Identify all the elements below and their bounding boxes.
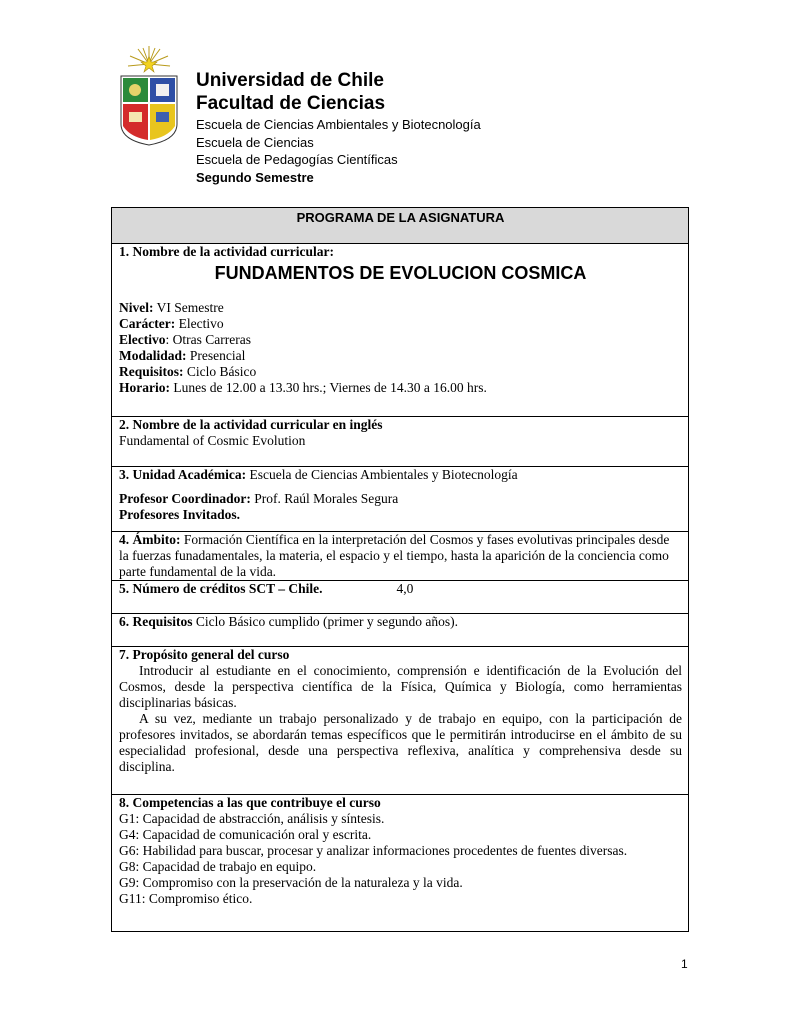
competency-item: G11: Compromiso ético.: [119, 891, 253, 906]
page-number: 1: [681, 957, 688, 971]
character-field: Carácter: Electivo: [119, 316, 224, 331]
table-row: [112, 417, 689, 467]
section-4-cell: [112, 532, 689, 581]
section-2-cell: [112, 417, 689, 467]
section-1-heading: 1. Nombre de la actividad curricular:: [119, 244, 334, 259]
scope-text: 4. Ámbito: Formación Científica en la interpretación del Cosmos y fases evolutivas principales desde la fuerzas funadamentales, la materia, el espacio y el tiempo, hasta la aparición de la conciencia como parte fundamental de la vida.: [119, 532, 670, 579]
coordinator: Profesor Coordinador: Prof. Raúl Morales Segura: [119, 491, 399, 506]
level-field: Nivel: VI Semestre: [119, 300, 224, 315]
competency-item: G9: Compromiso con la preservación de la naturaleza y la vida.: [119, 875, 463, 890]
school-name: Escuela de Ciencias Ambientales y Biotecnología: [196, 117, 481, 132]
table-row: [112, 647, 689, 795]
university-name: Universidad de Chile: [196, 70, 384, 91]
program-title-cell: PROGRAMA DE LA ASIGNATURA: [112, 208, 689, 244]
section-5-cell: [112, 581, 689, 614]
requirements-field: Requisitos: Ciclo Básico: [119, 364, 257, 379]
program-table: [111, 207, 689, 932]
table-row: [112, 244, 689, 417]
purpose-paragraph: A su vez, mediante un trabajo personalizado y de trabajo en equipo, con la participación de profesores invitados, se abordarán temas específicos que le permitirán introducirse en el ámbito de su especialidad profesional, desde una perspectiva reflexiva, analítica y comprehensiva desde su disciplina.: [119, 711, 682, 774]
competency-item: G4: Capacidad de comunicación oral y escrita.: [119, 827, 372, 842]
section-6-cell: [112, 614, 689, 647]
table-row: [112, 532, 689, 581]
table-row: [112, 614, 689, 647]
credits-label: 5. Número de créditos SCT – Chile.: [119, 581, 323, 596]
table-row: [112, 467, 689, 532]
invited-professors: Profesores Invitados.: [119, 507, 240, 522]
section-2-heading: 2. Nombre de la actividad curricular en inglés: [119, 417, 383, 432]
section-8-cell: [112, 795, 689, 932]
school-name: Escuela de Pedagogías Científicas: [196, 152, 398, 167]
competency-item: G8: Capacidad de trabajo en equipo.: [119, 859, 317, 874]
purpose-paragraph: Introducir al estudiante en el conocimiento, comprensión e identificación de la Evolución del Cosmos, desde la perspectiva científica de la Física, Química y Biología, como herramientas disciplinarias básicas.: [119, 663, 682, 710]
table-row: [112, 581, 689, 614]
section-3-cell: [112, 467, 689, 532]
section-7-cell: [112, 647, 689, 795]
competency-item: G6: Habilidad para buscar, procesar y analizar informaciones procedentes de fuentes diversas.: [119, 843, 628, 858]
credits-value: 4,0: [396, 581, 414, 596]
faculty-name: Facultad de Ciencias: [196, 93, 386, 114]
elective-field: Electivo: Otras Carreras: [119, 332, 251, 347]
competency-item: G1: Capacidad de abstracción, análisis y síntesis.: [119, 811, 385, 826]
institution-header: [196, 70, 481, 186]
requirements-text: 6. Requisitos Ciclo Básico cumplido (primer y segundo años).: [119, 614, 458, 629]
university-crest-logo: [118, 46, 180, 146]
section-8-heading: 8. Competencias a las que contribuye el curso: [119, 795, 381, 810]
modality-field: Modalidad: Presencial: [119, 348, 246, 363]
table-row: [112, 208, 689, 244]
course-name: FUNDAMENTOS DE EVOLUCION COSMICA: [214, 263, 587, 283]
english-name: Fundamental of Cosmic Evolution: [119, 433, 306, 448]
section-1-cell: [112, 244, 689, 417]
school-name: Escuela de Ciencias: [196, 134, 314, 150]
section-7-heading: 7. Propósito general del curso: [119, 647, 290, 662]
academic-unit: 3. Unidad Académica: Escuela de Ciencias Ambientales y Biotecnología: [119, 467, 518, 482]
schedule-field: Horario: Lunes de 12.00 a 13.30 hrs.; Viernes de 14.30 a 16.00 hrs.: [119, 380, 487, 395]
table-row: [112, 795, 689, 932]
semester-label: Segundo Semestre: [196, 169, 314, 185]
